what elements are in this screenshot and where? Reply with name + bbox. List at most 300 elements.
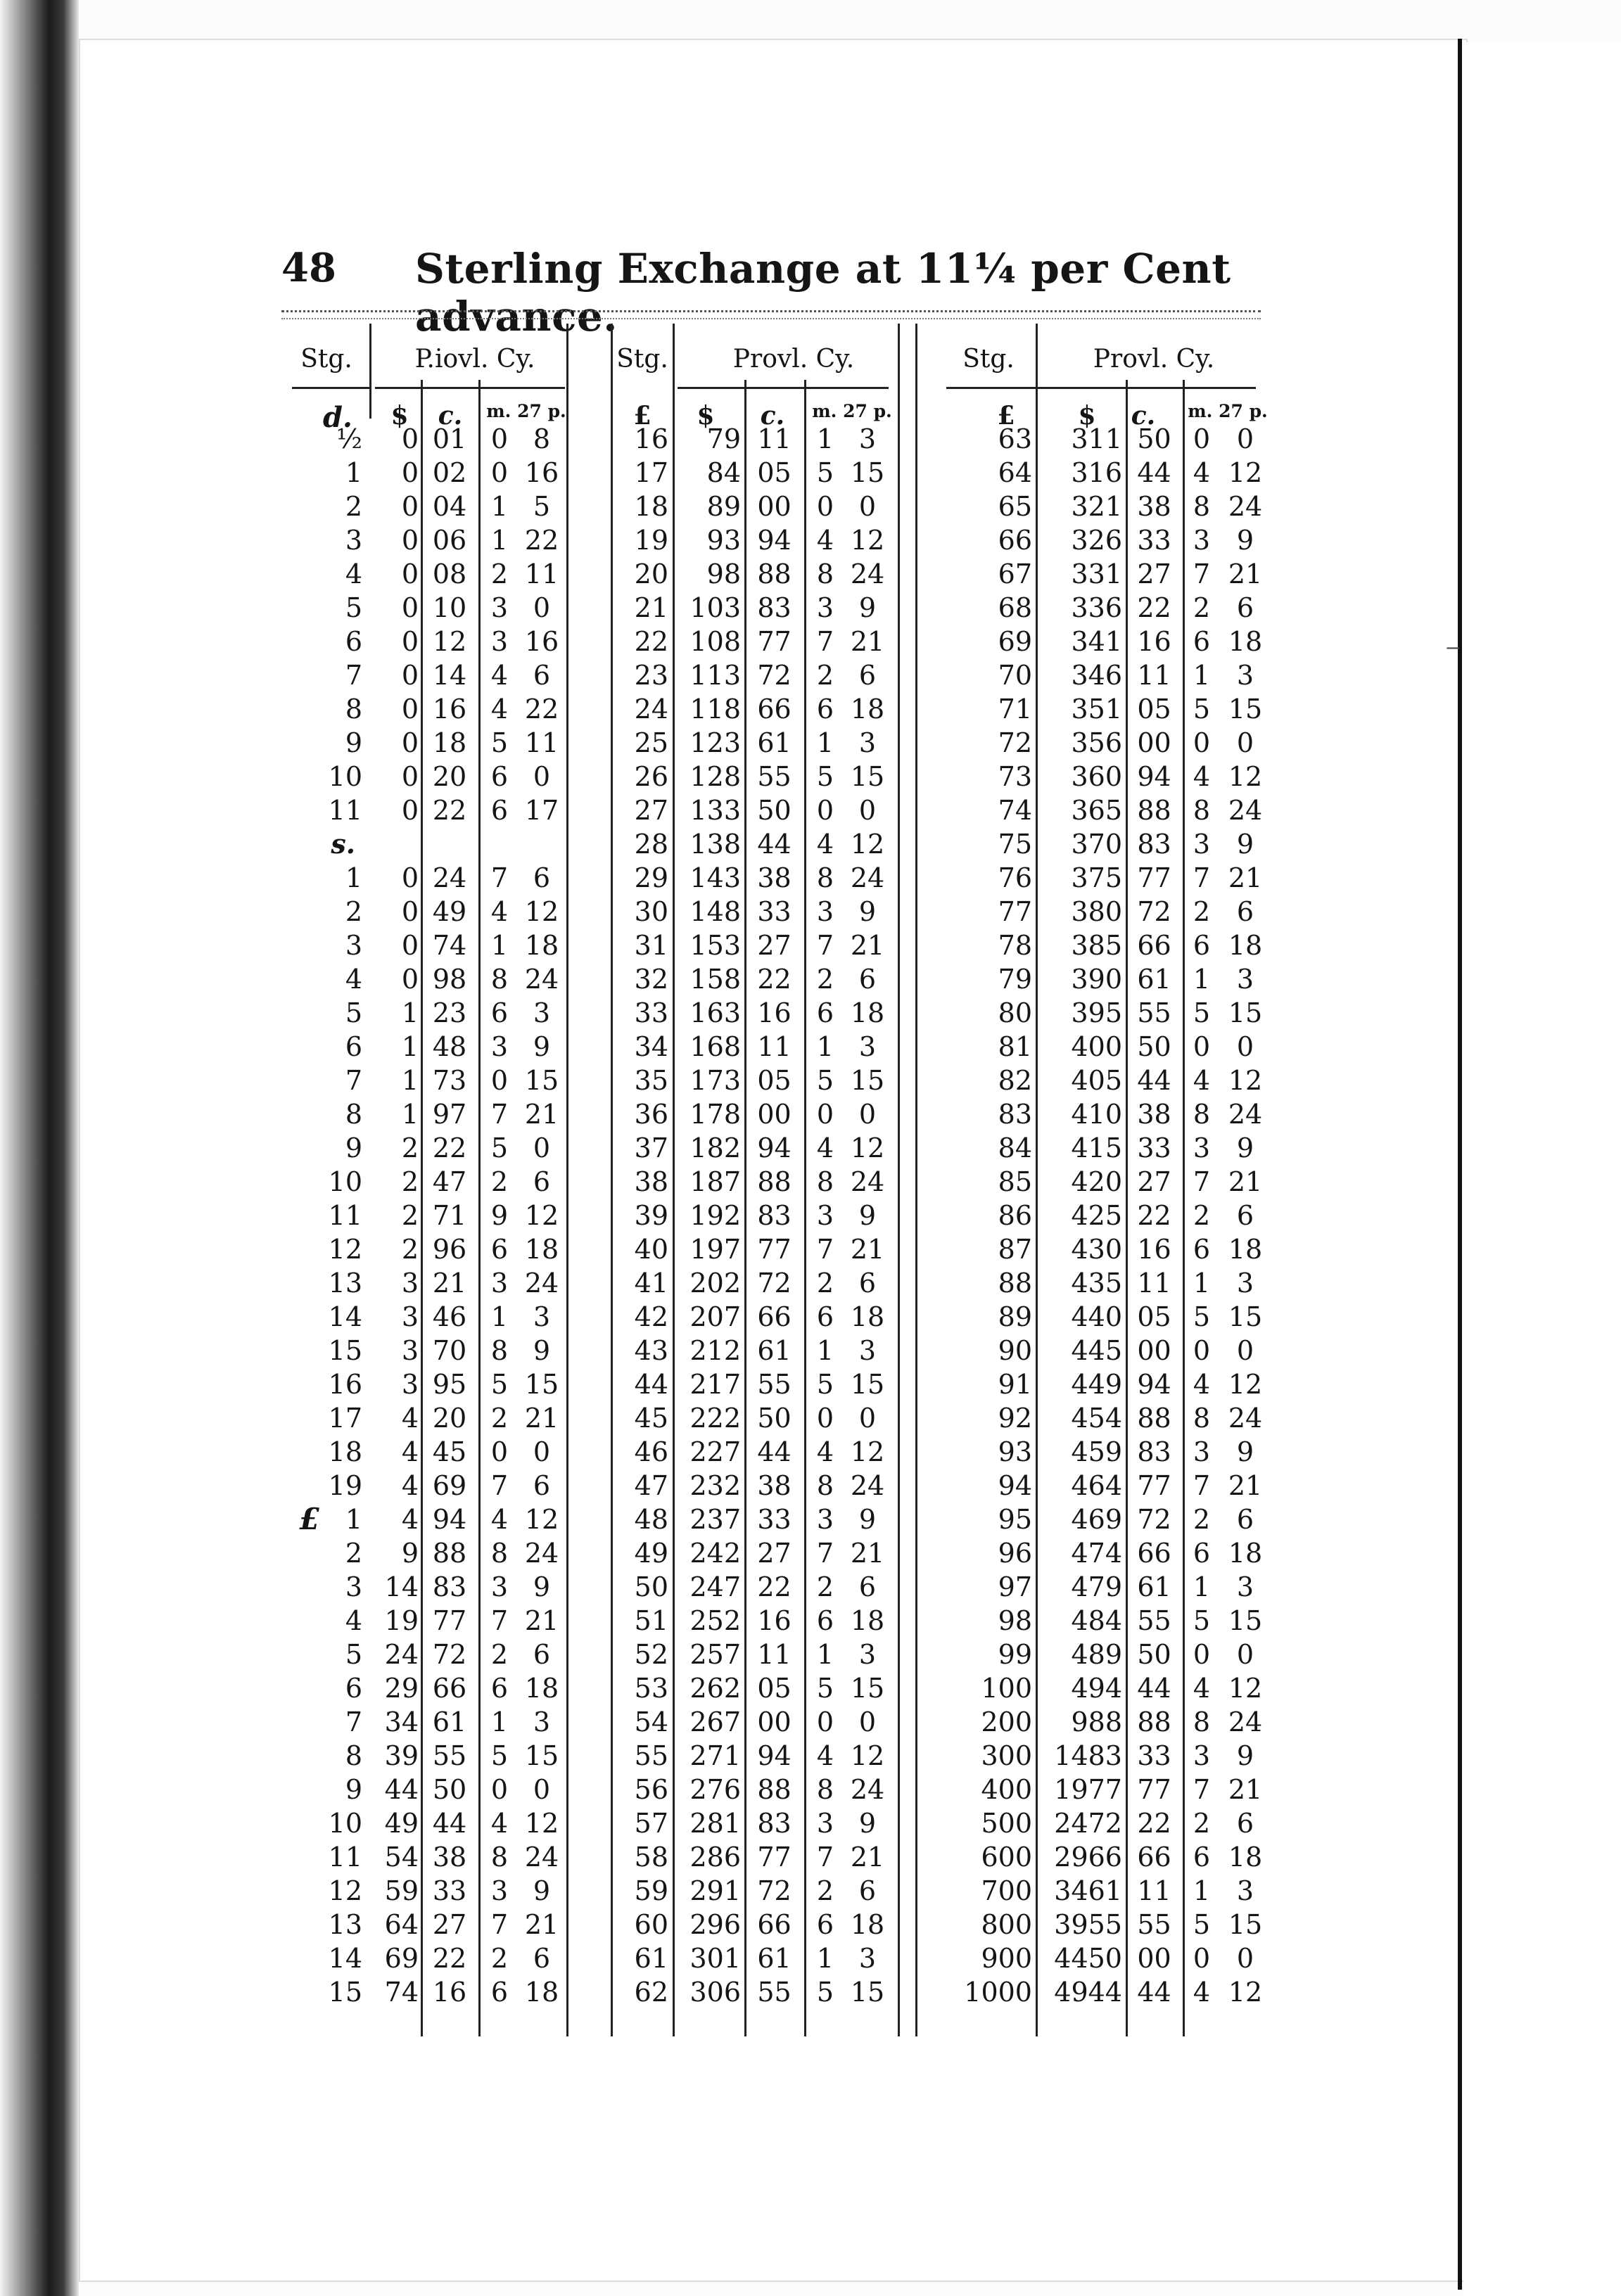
dollars-value: 474 xyxy=(1071,1538,1122,1569)
dollars-value: 988 xyxy=(1071,1707,1122,1737)
cents-value: 55 xyxy=(757,1977,792,2008)
mills-value: 4 xyxy=(1193,761,1211,792)
table-row xyxy=(611,1908,906,1941)
page-number: 48 xyxy=(281,245,336,291)
cents-value: 88 xyxy=(757,559,792,589)
table-row xyxy=(611,422,906,456)
book-gutter-shadow xyxy=(0,0,79,2296)
cents-value: 05 xyxy=(1137,1301,1171,1332)
dollars-value: 4 xyxy=(401,1470,419,1501)
table-row xyxy=(285,1941,573,1975)
stg-value: 25 xyxy=(634,727,668,758)
cents-value: 72 xyxy=(1137,896,1171,927)
mills-value: 8 xyxy=(1193,1707,1211,1737)
cents-value: 55 xyxy=(1137,1909,1171,1940)
dollars-value: 148 xyxy=(689,896,741,927)
cents-value: 77 xyxy=(757,1842,792,1873)
cents-value: 38 xyxy=(757,1470,792,1501)
column-divider xyxy=(369,324,371,419)
dollars-value: 118 xyxy=(689,694,741,725)
pence-value: 24 xyxy=(850,862,885,893)
header-underline xyxy=(678,387,889,389)
pence-value: 12 xyxy=(850,1740,885,1771)
table-row xyxy=(946,1570,1277,1604)
mills-value: 6 xyxy=(1193,1842,1211,1873)
mills-value: 3 xyxy=(490,1875,509,1906)
mills-value: 7 xyxy=(816,1538,834,1569)
dollars-value: 252 xyxy=(689,1605,741,1636)
table-block-pounds-63-1000 xyxy=(946,324,1284,2036)
table-row xyxy=(285,523,573,557)
table-row xyxy=(946,996,1277,1030)
mills-value: 6 xyxy=(490,761,509,792)
mills-value: 4 xyxy=(1193,1977,1211,2008)
mills-value: 0 xyxy=(1193,1335,1211,1366)
pence-value: 21 xyxy=(850,930,885,961)
stg-value: 49 xyxy=(634,1538,668,1569)
table-row xyxy=(946,1334,1277,1367)
mills-value: 7 xyxy=(490,1099,509,1130)
cents-value: 50 xyxy=(757,795,792,826)
cents-value: 44 xyxy=(1137,1065,1171,1096)
pence-value: 21 xyxy=(524,1403,559,1434)
dollars-value: 484 xyxy=(1071,1605,1122,1636)
stg-value: 97 xyxy=(998,1571,1032,1602)
table-row xyxy=(285,962,573,996)
stg-value: 22 xyxy=(634,626,668,657)
dollars-value: 19 xyxy=(384,1605,419,1636)
stg-value: 91 xyxy=(998,1369,1032,1400)
mills-value: 2 xyxy=(1193,896,1211,927)
table-row xyxy=(611,827,906,861)
table-row xyxy=(611,1941,906,1975)
mills-value: 1 xyxy=(490,525,509,556)
header-underline xyxy=(375,387,565,389)
pence-value: 6 xyxy=(858,1571,877,1602)
pence-value: 15 xyxy=(850,1065,885,1096)
mills-value: 0 xyxy=(816,1707,834,1737)
cents-value: 38 xyxy=(432,1842,467,1873)
mills-value: 5 xyxy=(1193,1301,1211,1332)
cents-value: 94 xyxy=(1137,761,1171,792)
cents-value: 55 xyxy=(432,1740,467,1771)
mills-value: 0 xyxy=(816,1099,834,1130)
dollars-value: 2 xyxy=(401,1200,419,1231)
mills-value: 3 xyxy=(816,896,834,927)
mills-value: 1 xyxy=(1193,660,1211,691)
column-header-stg: Stg. xyxy=(300,345,352,374)
table-row xyxy=(285,1165,573,1199)
subheader-dollars: $ xyxy=(1078,401,1096,431)
mills-value: 4 xyxy=(816,1740,834,1771)
mills-value: 7 xyxy=(490,862,509,893)
cents-value: 61 xyxy=(757,727,792,758)
mills-value: 8 xyxy=(816,1470,834,1501)
mills-value: 1 xyxy=(1193,964,1211,995)
table-row xyxy=(611,1840,906,1874)
table-row xyxy=(946,1671,1277,1705)
pence-value: 0 xyxy=(533,1133,551,1163)
stg-value: 60 xyxy=(634,1909,668,1940)
table-row xyxy=(946,726,1277,760)
dollars-value: 301 xyxy=(689,1943,741,1974)
pence-value: 15 xyxy=(524,1369,559,1400)
pence-value: 5 xyxy=(533,491,551,522)
cents-value: 44 xyxy=(1137,1673,1171,1704)
cents-value: 04 xyxy=(432,491,467,522)
dollars-value: 178 xyxy=(689,1099,741,1130)
stg-value: 98 xyxy=(998,1605,1032,1636)
table-row xyxy=(611,1874,906,1908)
cents-value: 05 xyxy=(757,1065,792,1096)
table-row xyxy=(611,591,906,625)
dollars-value: 390 xyxy=(1071,964,1122,995)
dollars-value: 3 xyxy=(401,1301,419,1332)
subheader-dollars: $ xyxy=(697,401,715,431)
stg-value: 72 xyxy=(998,727,1032,758)
cents-value: 77 xyxy=(757,1234,792,1265)
stg-value: 96 xyxy=(998,1538,1032,1569)
pence-value: 0 xyxy=(858,491,877,522)
cents-value: 05 xyxy=(1137,694,1171,725)
mills-value: 8 xyxy=(490,1842,509,1873)
dollars-value: 326 xyxy=(1071,525,1122,556)
pence-value: 24 xyxy=(850,559,885,589)
dollars-value: 2 xyxy=(401,1234,419,1265)
pence-value: 18 xyxy=(1228,1842,1263,1873)
table-row xyxy=(611,1638,906,1671)
mills-value: 4 xyxy=(490,896,509,927)
stg-value: 13 xyxy=(328,1268,362,1299)
dollars-value: 311 xyxy=(1071,423,1122,454)
mills-value: 1 xyxy=(1193,1571,1211,1602)
mills-value: 5 xyxy=(816,761,834,792)
pence-value: 9 xyxy=(858,1808,877,1839)
dollars-value: 0 xyxy=(401,862,419,893)
mills-value: 1 xyxy=(816,1031,834,1062)
table-row xyxy=(611,1334,906,1367)
table-row xyxy=(285,1536,573,1570)
cents-value: 01 xyxy=(432,423,467,454)
mills-value: 1 xyxy=(490,1707,509,1737)
table-row xyxy=(285,793,573,827)
cents-value: 00 xyxy=(757,1707,792,1737)
dollars-value: 440 xyxy=(1071,1301,1122,1332)
pence-value: 3 xyxy=(533,1301,551,1332)
pence-value: 15 xyxy=(850,1977,885,2008)
stg-value: 4 xyxy=(345,964,362,995)
stg-value: 7 xyxy=(345,1707,362,1737)
table-row xyxy=(946,1975,1277,2009)
pence-value: 12 xyxy=(1228,1369,1263,1400)
dollars-value: 133 xyxy=(689,795,741,826)
pence-value: 0 xyxy=(1236,1639,1254,1670)
stg-value: 46 xyxy=(634,1436,668,1467)
cents-value: 61 xyxy=(1137,1571,1171,1602)
stg-value: 81 xyxy=(998,1031,1032,1062)
cents-value: 16 xyxy=(757,997,792,1028)
table-row xyxy=(285,1975,573,2009)
stg-value: 84 xyxy=(998,1133,1032,1163)
subheader-cents: c. xyxy=(1131,401,1156,431)
dollars-value: 79 xyxy=(706,423,741,454)
table-row xyxy=(285,591,573,625)
stg-value: 63 xyxy=(998,423,1032,454)
pence-value: 3 xyxy=(1236,1875,1254,1906)
cents-value: 33 xyxy=(1137,1133,1171,1163)
dollars-value: 425 xyxy=(1071,1200,1122,1231)
mills-value: 0 xyxy=(1193,423,1211,454)
mills-value: 5 xyxy=(1193,1909,1211,1940)
cents-value: 50 xyxy=(757,1403,792,1434)
mills-value: 2 xyxy=(1193,1200,1211,1231)
cents-value: 77 xyxy=(1137,1470,1171,1501)
mills-value: 2 xyxy=(816,964,834,995)
pence-value: 3 xyxy=(858,1639,877,1670)
header-underline xyxy=(946,387,1256,389)
pence-value: 6 xyxy=(858,1268,877,1299)
mills-value: 6 xyxy=(490,1977,509,2008)
cents-value: 38 xyxy=(1137,1099,1171,1130)
dollars-value: 1 xyxy=(401,997,419,1028)
mills-value: 8 xyxy=(490,1538,509,1569)
mills-value: 6 xyxy=(816,1909,834,1940)
pence-value: 6 xyxy=(858,1875,877,1906)
cents-value: 11 xyxy=(757,1639,792,1670)
table-row xyxy=(611,1367,906,1401)
cents-value: 08 xyxy=(432,559,467,589)
stg-value: 28 xyxy=(634,829,668,860)
stg-value: 15 xyxy=(328,1977,362,2008)
stg-value: 6 xyxy=(345,1673,362,1704)
dollars-value: 138 xyxy=(689,829,741,860)
mills-value: 4 xyxy=(490,1504,509,1535)
stg-value: 51 xyxy=(634,1605,668,1636)
dollars-value: 3 xyxy=(401,1369,419,1400)
mills-value: 5 xyxy=(816,1977,834,2008)
mills-value: 0 xyxy=(490,423,509,454)
dollars-value: 336 xyxy=(1071,592,1122,623)
dollars-value: 430 xyxy=(1071,1234,1122,1265)
subheader-pence: d. xyxy=(323,401,352,434)
stg-value: 2 xyxy=(345,896,362,927)
dollars-value: 242 xyxy=(689,1538,741,1569)
pence-value: 18 xyxy=(524,1673,559,1704)
mills-value: 4 xyxy=(1193,1673,1211,1704)
table-row xyxy=(946,1266,1277,1300)
mills-value: 5 xyxy=(1193,694,1211,725)
table-row xyxy=(946,1874,1277,1908)
cents-value: 22 xyxy=(432,795,467,826)
dollars-value: 93 xyxy=(706,525,741,556)
pence-value: 3 xyxy=(533,997,551,1028)
cents-value: 27 xyxy=(757,1538,792,1569)
dollars-value: 202 xyxy=(689,1268,741,1299)
cents-value: 55 xyxy=(757,1369,792,1400)
mills-value: 0 xyxy=(816,795,834,826)
cents-value: 83 xyxy=(757,1200,792,1231)
stg-value: 58 xyxy=(634,1842,668,1873)
pence-value: 12 xyxy=(524,896,559,927)
pence-value: 3 xyxy=(858,423,877,454)
cents-value: 20 xyxy=(432,1403,467,1434)
table-row xyxy=(946,1503,1277,1536)
mills-value: 7 xyxy=(816,930,834,961)
cents-value: 83 xyxy=(757,1808,792,1839)
pence-value: 12 xyxy=(1228,1977,1263,2008)
cents-value: 88 xyxy=(1137,795,1171,826)
pence-value: 15 xyxy=(850,1369,885,1400)
mills-value: 7 xyxy=(1193,1470,1211,1501)
pence-value: 21 xyxy=(850,1234,885,1265)
cents-value: 10 xyxy=(432,592,467,623)
table-row xyxy=(285,456,573,490)
dollars-value: 0 xyxy=(401,559,419,589)
pence-value: 0 xyxy=(533,1774,551,1805)
mills-value: 2 xyxy=(490,1943,509,1974)
mills-value: 6 xyxy=(490,1673,509,1704)
stg-value: 36 xyxy=(634,1099,668,1130)
dollars-value: 3 xyxy=(401,1335,419,1366)
dollars-value: 1977 xyxy=(1054,1774,1122,1805)
stg-value: 14 xyxy=(328,1943,362,1974)
table-row xyxy=(285,760,573,793)
column-divider xyxy=(915,324,917,2036)
dollars-value: 113 xyxy=(689,660,741,691)
dollars-value: 29 xyxy=(384,1673,419,1704)
stg-value: 87 xyxy=(998,1234,1032,1265)
table-row xyxy=(285,929,573,962)
dollars-value: 1483 xyxy=(1054,1740,1122,1771)
mills-value: 9 xyxy=(490,1200,509,1231)
dollars-value: 128 xyxy=(689,761,741,792)
table-row xyxy=(946,1908,1277,1941)
mills-value: 2 xyxy=(1193,1504,1211,1535)
table-row xyxy=(285,1570,573,1604)
mills-value: 3 xyxy=(816,592,834,623)
cents-value: 27 xyxy=(1137,1166,1171,1197)
cents-value: 24 xyxy=(432,862,467,893)
table-row xyxy=(285,422,573,456)
subheader-pounds: £ xyxy=(997,401,1015,431)
pence-value: 21 xyxy=(1228,559,1263,589)
pence-value: 24 xyxy=(524,1268,559,1299)
stg-value: 24 xyxy=(634,694,668,725)
mills-value: 8 xyxy=(1193,1403,1211,1434)
cents-value: 69 xyxy=(432,1470,467,1501)
cents-value: 05 xyxy=(757,457,792,488)
pence-value: 9 xyxy=(858,1200,877,1231)
stg-value: 500 xyxy=(981,1808,1032,1839)
mills-value: 4 xyxy=(490,1808,509,1839)
subheader-cents: c. xyxy=(760,401,785,431)
table-row xyxy=(946,1705,1277,1739)
stg-value: 6 xyxy=(345,1031,362,1062)
margin-speck: ‒ xyxy=(1446,633,1461,660)
stg-value: 86 xyxy=(998,1200,1032,1231)
stg-value: 61 xyxy=(634,1943,668,1974)
mills-value: 2 xyxy=(490,1639,509,1670)
mills-value: 4 xyxy=(1193,1369,1211,1400)
table-row xyxy=(611,861,906,895)
mills-value: 8 xyxy=(816,559,834,589)
table-row xyxy=(946,422,1277,456)
pounds-label: £ xyxy=(299,1502,320,1536)
column-header-provl: P.iovl. Cy. xyxy=(414,345,535,374)
cents-value: 16 xyxy=(1137,626,1171,657)
mills-value: 3 xyxy=(490,592,509,623)
stg-value: 29 xyxy=(634,862,668,893)
cents-value: 72 xyxy=(432,1639,467,1670)
table-row xyxy=(946,658,1277,692)
cents-value: 66 xyxy=(1137,1538,1171,1569)
dollars-value: 0 xyxy=(401,727,419,758)
mills-value: 6 xyxy=(816,1605,834,1636)
dollars-value: 1 xyxy=(401,1065,419,1096)
table-row xyxy=(611,692,906,726)
table-row xyxy=(285,1638,573,1671)
pence-value: 17 xyxy=(524,795,559,826)
stg-value: 15 xyxy=(328,1335,362,1366)
table-row xyxy=(611,1671,906,1705)
dollars-value: 98 xyxy=(706,559,741,589)
stg-value: 5 xyxy=(345,1639,362,1670)
table-row xyxy=(285,1503,573,1536)
cents-value: 16 xyxy=(432,694,467,725)
dollars-value: 74 xyxy=(384,1977,419,2008)
mills-value: 2 xyxy=(816,660,834,691)
table-row xyxy=(285,1064,573,1097)
pence-value: 3 xyxy=(1236,1571,1254,1602)
dollars-value: 49 xyxy=(384,1808,419,1839)
dollars-value: 0 xyxy=(401,592,419,623)
cents-value: 46 xyxy=(432,1301,467,1332)
mills-value: 1 xyxy=(816,1335,834,1366)
pence-value: 18 xyxy=(850,1605,885,1636)
pence-value: 15 xyxy=(1228,1909,1263,1940)
pence-value: 24 xyxy=(1228,1099,1263,1130)
mills-value: 6 xyxy=(1193,930,1211,961)
mills-value: 8 xyxy=(816,862,834,893)
pence-value: 15 xyxy=(1228,1301,1263,1332)
dollars-value: 0 xyxy=(401,930,419,961)
mills-value: 0 xyxy=(490,1436,509,1467)
mills-value: 5 xyxy=(816,1369,834,1400)
stg-value: 9 xyxy=(345,727,362,758)
cents-value: 00 xyxy=(1137,727,1171,758)
stg-value: 30 xyxy=(634,896,668,927)
section-label-row xyxy=(285,827,573,861)
stg-value: 59 xyxy=(634,1875,668,1906)
pence-value: 6 xyxy=(533,1943,551,1974)
pence-value: 6 xyxy=(1236,1808,1254,1839)
pence-value: 12 xyxy=(524,1504,559,1535)
pence-value: 9 xyxy=(1236,829,1254,860)
stg-value: 82 xyxy=(998,1065,1032,1096)
cents-value: 18 xyxy=(432,727,467,758)
stg-value: 33 xyxy=(634,997,668,1028)
table-row xyxy=(946,827,1277,861)
cents-value: 83 xyxy=(1137,1436,1171,1467)
dollars-value: 420 xyxy=(1071,1166,1122,1197)
table-row xyxy=(946,1773,1277,1806)
dollars-value: 494 xyxy=(1071,1673,1122,1704)
dollars-value: 24 xyxy=(384,1639,419,1670)
stg-value: 100 xyxy=(981,1673,1032,1704)
dollars-value: 0 xyxy=(401,423,419,454)
mills-value: 1 xyxy=(490,491,509,522)
mills-value: 2 xyxy=(490,559,509,589)
